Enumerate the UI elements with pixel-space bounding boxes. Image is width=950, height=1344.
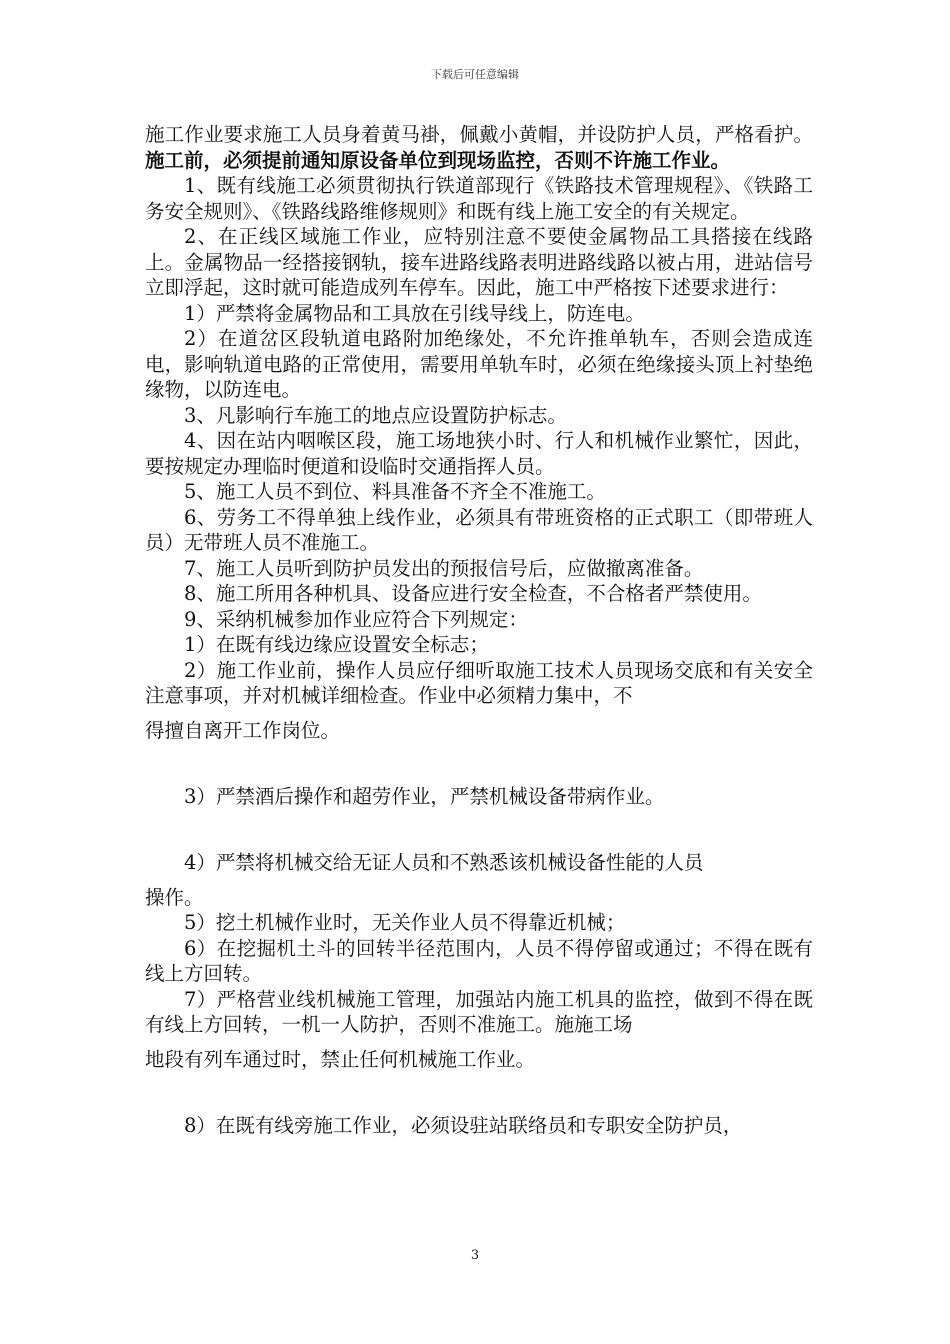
header-note: 下载后可任意编辑 [431, 68, 519, 81]
intro-text: 施工作业要求施工人员身着黄马褂，佩戴小黄帽，并设防护人员，严格看护。 [145, 123, 813, 146]
paragraph-9-item-7: 7）严格营业线机械施工管理，加强站内施工机具的监控，做到不得在既有线上方回转，一机一人防护，否则不准施工。施施工场 [145, 987, 813, 1036]
paragraph-9-item-6: 6）在挖掘机土斗的回转半径范围内，人员不得停留或通过；不得在既有线上方回转。 [145, 936, 813, 985]
paragraph-8: 8、施工所用各种机具、设备应进行安全检查，不合格者严禁使用。 [184, 582, 762, 605]
paragraph-2: 2、在正线区域施工作业，应特别注意不要使金属物品工具搭接在线路上。金属物品一经搭接钢轨，接车进路线路表明进路线路以被占用，进站信号立即浮起，这时就可能造成列车停车。因此，施工中严格按下述要求进行： [145, 225, 813, 299]
paragraph-9-item-4-cont: 操作。 [145, 885, 204, 909]
paragraph-4: 4、因在站内咽喉区段，施工场地狭小时、行人和机械作业繁忙，因此，要按规定办理临时便道和设临时交通指挥人员。 [145, 429, 813, 478]
paragraph-intro [145, 122, 813, 173]
paragraph-9-item-1: 1）在既有线边缘应设置安全标志； [184, 633, 489, 656]
paragraph-7: 7、施工人员听到防护员发出的预报信号后，应做撤离准备。 [184, 556, 704, 580]
document-body [145, 122, 813, 1148]
paragraph-1: 1、既有线施工必须贯彻执行铁道部现行《铁路技术管理规程》、《铁路工务安全规则》、《铁路线路维修规则》和既有线上施工安全的有关规定。 [145, 174, 813, 223]
paragraph-9-item-2: 2）施工作业前，操作人员应仔细听取施工技术人员现场交底和有关安全注意事项，并对机械详细检查。作业中必须精力集中，不 [145, 658, 813, 707]
paragraph-9-item-7-cont: 地段有列车通过时，禁止任何机械施工作业。 [145, 1047, 536, 1071]
paragraph-9-item-2-cont: 得擅自离开工作岗位。 [145, 718, 341, 742]
paragraph-2-item-2: 2）在道岔区段轨道电路附加绝缘处，不允许推单轨车，否则会造成连电，影响轨道电路的正常使用，需要用单轨车时，必须在绝缘接头顶上衬垫绝缘物，以防连电。 [145, 327, 813, 401]
intro-bold-notice: 施工前，必须提前通知原设备单位到现场监控，否则不许施工作业。 [145, 148, 731, 172]
paragraph-9-item-5: 5）挖土机械作业时，无关作业人员不得靠近机械； [184, 911, 626, 934]
paragraph-3: 3、凡影响行车施工的地点应设置防护标志。 [184, 403, 567, 427]
paragraph-6: 6、劳务工不得单独上线作业，必须具有带班资格的正式职工（即带班人员）无带班人员不准施工。 [145, 505, 813, 554]
paragraph-2-item-1: 1）严禁将金属物品和工具放在引线导线上，防连电。 [184, 301, 645, 325]
paragraph-9-item-4: 4）严禁将机械交给无证人员和不熟悉该机械设备性能的人员 [184, 850, 704, 874]
paragraph-9-item-3: 3）严禁酒后操作和超劳作业，严禁机械设备带病作业。 [184, 784, 665, 808]
paragraph-5: 5、施工人员不到位、料具准备不齐全不准施工。 [184, 480, 606, 503]
page-number: 3 [470, 1248, 480, 1263]
paragraph-9-item-8: 8）在既有线旁施工作业，必须设驻站联络员和专职安全防护员， [184, 1113, 743, 1137]
paragraph-9: 9、采纳机械参加作业应符合下列规定： [184, 607, 528, 631]
